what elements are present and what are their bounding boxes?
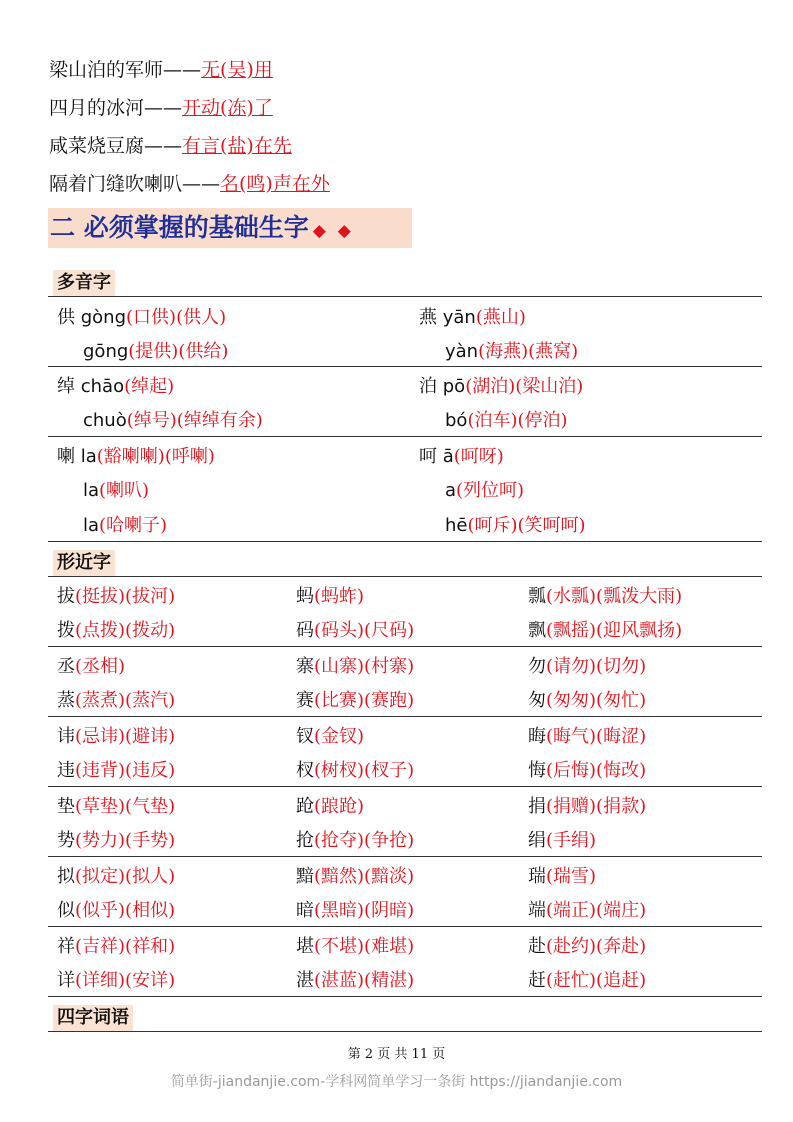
xingjin-entry	[296, 689, 414, 713]
divider	[48, 716, 762, 717]
xiehouyu-answer: 无(吴)用	[201, 59, 273, 81]
duoyin-word: (燕山)	[475, 307, 526, 328]
duoyin-pinyin: gōng	[83, 341, 129, 362]
xingjin-word: (丞相)	[75, 656, 126, 677]
xingjin-char: 绢	[528, 830, 546, 851]
xingjin-word: (飘摇)	[546, 620, 597, 641]
duoyin-word: (提供)	[128, 341, 179, 362]
xingjin-entry	[57, 655, 125, 679]
section-title	[48, 208, 412, 248]
duoyin-word: (梁山泊)	[515, 376, 584, 397]
xingjin-entry	[57, 865, 175, 889]
xingjin-char: 暗	[296, 900, 314, 921]
duoyin-pinyin: a	[445, 480, 457, 501]
duoyin-entry	[419, 375, 583, 399]
duoyin-word: (供给)	[178, 341, 229, 362]
xiehouyu-3	[49, 133, 292, 159]
duoyin-pinyin: chuò	[83, 410, 127, 431]
diamond-icon: ◆ ◆	[312, 221, 354, 241]
xingjin-word: (阴暗)	[364, 900, 415, 921]
xingjin-char: 势	[57, 830, 75, 851]
duoyin-entry	[57, 375, 174, 399]
xingjin-char: 飘	[528, 620, 546, 641]
duoyin-word: (豁喇喇)	[96, 446, 165, 467]
xiehouyu-1	[49, 57, 273, 83]
xingjin-char: 黯	[296, 866, 314, 887]
xingjin-entry	[57, 725, 175, 749]
xingjin-word: (金钗)	[314, 726, 365, 747]
section-title-text: 二 必须掌握的基础生字	[50, 213, 309, 242]
xingjin-entry	[528, 935, 646, 959]
duoyin-char: 绰	[57, 376, 75, 397]
xingjin-char: 讳	[57, 726, 75, 747]
xingjin-word: (手绢)	[546, 830, 597, 851]
duoyin-entry	[83, 409, 263, 433]
divider	[48, 296, 762, 297]
xingjin-entry	[296, 969, 414, 993]
xingjin-word: (吉祥)	[75, 936, 126, 957]
xingjin-word: (湛蓝)	[314, 970, 365, 991]
duoyin-char: 呵	[419, 446, 437, 467]
xingjin-char: 捐	[528, 796, 546, 817]
xingjin-char: 跄	[296, 796, 314, 817]
xingjin-word: (不堪)	[314, 936, 365, 957]
xingjin-word: (瑞雪)	[546, 866, 597, 887]
duoyin-pinyin: la	[83, 480, 100, 501]
xingjin-char: 晦	[528, 726, 546, 747]
xingjin-char: 详	[57, 970, 75, 991]
xingjin-char: 瓢	[528, 586, 546, 607]
xingjin-entry	[296, 865, 414, 889]
xingjin-word: (山寨)	[314, 656, 365, 677]
divider	[48, 646, 762, 647]
duoyin-word: (燕窝)	[528, 341, 579, 362]
xingjin-entry	[57, 935, 175, 959]
xingjin-char: 丞	[57, 656, 75, 677]
xingjin-char: 似	[57, 900, 75, 921]
xingjin-word: (水瓢)	[546, 586, 597, 607]
duoyin-char: 燕	[419, 307, 437, 328]
xingjin-entry	[57, 969, 175, 993]
duoyin-char: 泊	[419, 376, 437, 397]
duoyin-entry	[445, 340, 578, 364]
xingjin-word: (树杈)	[314, 760, 365, 781]
xingjin-char: 违	[57, 760, 75, 781]
duoyin-word: (呵斥)	[467, 515, 518, 536]
xingjin-char: 蒸	[57, 690, 75, 711]
xiehouyu-question: 四月的冰河——	[49, 97, 183, 119]
xingjin-word: (挺拔)	[75, 586, 126, 607]
divider	[48, 541, 762, 542]
duoyin-entry	[445, 409, 568, 433]
xingjin-char: 赴	[528, 936, 546, 957]
xingjin-char: 拟	[57, 866, 75, 887]
xingjin-entry	[296, 725, 364, 749]
xingjin-word: (晦气)	[546, 726, 597, 747]
xingjin-word: (拨动)	[125, 620, 176, 641]
xingjin-word: (忌讳)	[75, 726, 126, 747]
xingjin-char: 堪	[296, 936, 314, 957]
xingjin-entry	[296, 935, 414, 959]
duoyin-pinyin: la	[80, 446, 97, 467]
xingjin-word: (黯然)	[314, 866, 365, 887]
xiehouyu-question: 梁山泊的军师——	[49, 59, 202, 81]
divider	[48, 926, 762, 927]
xingjin-word: (捐赠)	[546, 796, 597, 817]
xingjin-entry	[57, 585, 175, 609]
divider	[48, 436, 762, 437]
xingjin-word: (势力)	[75, 830, 126, 851]
xingjin-word: (匆忙)	[596, 690, 647, 711]
xingjin-word: (后悔)	[546, 760, 597, 781]
divider	[48, 366, 762, 367]
duoyin-word: (湖泊)	[465, 376, 516, 397]
divider	[48, 786, 762, 787]
xingjin-word: (赴约)	[546, 936, 597, 957]
duoyin-heading: 多音字	[53, 270, 115, 296]
xingjin-word: (安详)	[125, 970, 176, 991]
xingjin-word: (点拨)	[75, 620, 126, 641]
xingjin-entry	[528, 585, 682, 609]
xingjin-entry	[57, 899, 175, 923]
duoyin-char: 供	[57, 307, 75, 328]
xingjin-word: (端庄)	[596, 900, 647, 921]
xingjin-entry	[528, 969, 646, 993]
xingjin-word: (蒸煮)	[75, 690, 126, 711]
xingjin-word: (赛跑)	[364, 690, 415, 711]
xingjin-word: (气垫)	[125, 796, 176, 817]
duoyin-pinyin: yān	[442, 307, 476, 328]
xingjin-char: 蚂	[296, 586, 314, 607]
duoyin-word: (绰起)	[124, 376, 175, 397]
xingjin-entry	[296, 585, 364, 609]
xingjin-word: (迎风飘扬)	[596, 620, 683, 641]
xiehouyu-4	[49, 171, 330, 197]
xingjin-word: (端正)	[546, 900, 597, 921]
duoyin-char: 喇	[57, 446, 75, 467]
duoyin-word: (口供)	[126, 307, 177, 328]
duoyin-entry	[445, 514, 586, 538]
xingjin-char: 拔	[57, 586, 75, 607]
xingjin-char: 拨	[57, 620, 75, 641]
xingjin-char: 瑞	[528, 866, 546, 887]
duoyin-pinyin: gòng	[80, 307, 127, 328]
xingjin-char: 垫	[57, 796, 75, 817]
xingjin-char: 赶	[528, 970, 546, 991]
xiehouyu-2	[49, 95, 273, 121]
xingjin-char: 勿	[528, 656, 546, 677]
xingjin-entry	[296, 619, 414, 643]
xingjin-word: (踉跄)	[314, 796, 365, 817]
xingjin-word: (黯淡)	[364, 866, 415, 887]
xingjin-word: (村寨)	[364, 656, 415, 677]
xiehouyu-answer: 名(鸣)声在外	[220, 173, 330, 195]
duoyin-entry	[83, 340, 228, 364]
xingjin-entry	[528, 759, 646, 783]
divider	[48, 996, 762, 997]
xingjin-word: (违反)	[125, 760, 176, 781]
duoyin-entry	[83, 514, 167, 538]
duoyin-pinyin: yàn	[445, 341, 479, 362]
xingjin-word: (杈子)	[364, 760, 415, 781]
duoyin-entry	[57, 306, 226, 330]
xingjin-char: 端	[528, 900, 546, 921]
xingjin-entry	[528, 725, 646, 749]
duoyin-word: (喇叭)	[99, 480, 150, 501]
xingjin-char: 码	[296, 620, 314, 641]
xingjin-word: (请勿)	[546, 656, 597, 677]
xingjin-entry	[528, 899, 646, 923]
xingjin-word: (悔改)	[596, 760, 647, 781]
xingjin-entry	[296, 829, 414, 853]
xingjin-word: (详细)	[75, 970, 126, 991]
xingjin-word: (黑暗)	[314, 900, 365, 921]
xingjin-char: 悔	[528, 760, 546, 781]
xingjin-word: (拔河)	[125, 586, 176, 607]
xingjin-word: (蚂蚱)	[314, 586, 365, 607]
xingjin-word: (避讳)	[125, 726, 176, 747]
duoyin-word: (哈喇子)	[99, 515, 168, 536]
xingjin-word: (比赛)	[314, 690, 365, 711]
xingjin-entry	[528, 865, 596, 889]
duoyin-entry	[445, 479, 524, 503]
xingjin-word: (捐款)	[596, 796, 647, 817]
xiehouyu-question: 咸菜烧豆腐——	[49, 135, 183, 157]
duoyin-entry	[83, 479, 149, 503]
xingjin-entry	[57, 795, 175, 819]
duoyin-word: (绰号)	[126, 410, 177, 431]
xingjin-word: (草垫)	[75, 796, 126, 817]
duoyin-word: (供人)	[176, 307, 227, 328]
xingjin-char: 湛	[296, 970, 314, 991]
duoyin-pinyin: chāo	[80, 376, 125, 397]
xingjin-word: (违背)	[75, 760, 126, 781]
xingjin-char: 赛	[296, 690, 314, 711]
xingjin-char: 抢	[296, 830, 314, 851]
duoyin-pinyin: pō	[442, 376, 466, 397]
duoyin-pinyin: bó	[445, 410, 468, 431]
xingjin-word: (切勿)	[596, 656, 647, 677]
duoyin-pinyin: hē	[445, 515, 468, 536]
xingjin-word: (争抢)	[364, 830, 415, 851]
xingjin-entry	[528, 689, 646, 713]
xingjin-word: (相似)	[125, 900, 176, 921]
xingjin-heading: 形近字	[53, 550, 115, 576]
xingjin-word: (蒸汽)	[125, 690, 176, 711]
xiehouyu-question: 隔着门缝吹喇叭——	[49, 173, 221, 195]
sizi-heading: 四字词语	[53, 1005, 133, 1031]
duoyin-pinyin: ā	[442, 446, 454, 467]
duoyin-word: (笑呵呵)	[517, 515, 586, 536]
duoyin-word: (呼喇)	[164, 446, 215, 467]
xingjin-entry	[528, 795, 646, 819]
xingjin-char: 匆	[528, 690, 546, 711]
xingjin-entry	[57, 689, 175, 713]
xingjin-char: 杈	[296, 760, 314, 781]
duoyin-entry	[419, 306, 526, 330]
divider	[48, 856, 762, 857]
xiehouyu-answer: 有言(盐)在先	[182, 135, 292, 157]
xingjin-word: (追赶)	[596, 970, 647, 991]
xingjin-entry	[296, 655, 414, 679]
divider	[48, 1031, 762, 1032]
xingjin-entry	[296, 899, 414, 923]
xingjin-entry	[528, 619, 682, 643]
page-number: 第 2 页 共 11 页	[347, 1047, 446, 1062]
xingjin-char: 祥	[57, 936, 75, 957]
xingjin-entry	[57, 759, 175, 783]
xingjin-word: (拟定)	[75, 866, 126, 887]
xingjin-word: (瓢泼大雨)	[596, 586, 683, 607]
xingjin-entry	[528, 829, 596, 853]
xingjin-entry	[57, 829, 175, 853]
xingjin-word: (抢夺)	[314, 830, 365, 851]
xingjin-word: (似乎)	[75, 900, 126, 921]
xingjin-word: (赶忙)	[546, 970, 597, 991]
xingjin-word: (奔赴)	[596, 936, 647, 957]
xingjin-entry	[528, 655, 646, 679]
xingjin-word: (匆匆)	[546, 690, 597, 711]
xingjin-word: (晦涩)	[596, 726, 647, 747]
xingjin-entry	[57, 619, 175, 643]
xingjin-word: (祥和)	[125, 936, 176, 957]
xingjin-word: (拟人)	[125, 866, 176, 887]
xiehouyu-answer: 开动(冻)了	[182, 97, 273, 119]
xingjin-word: (尺码)	[364, 620, 415, 641]
duoyin-word: (停泊)	[517, 410, 568, 431]
duoyin-pinyin: la	[83, 515, 100, 536]
xingjin-entry	[296, 795, 364, 819]
duoyin-word: (绰绰有余)	[176, 410, 263, 431]
duoyin-word: (列位呵)	[456, 480, 525, 501]
xingjin-word: (难堪)	[364, 936, 415, 957]
xingjin-char: 寨	[296, 656, 314, 677]
xingjin-word: (手势)	[125, 830, 176, 851]
xingjin-word: (精湛)	[364, 970, 415, 991]
xingjin-word: (码头)	[314, 620, 365, 641]
duoyin-entry	[57, 445, 215, 469]
duoyin-word: (呵呀)	[453, 446, 504, 467]
divider	[48, 576, 762, 577]
duoyin-entry	[419, 445, 504, 469]
duoyin-word: (海燕)	[478, 341, 529, 362]
xingjin-char: 钗	[296, 726, 314, 747]
xingjin-entry	[296, 759, 414, 783]
source-link[interactable]: 简单街-jiandanjie.com-学科网简单学习一条街 https://jiandanjie.com	[170, 1074, 623, 1090]
duoyin-word: (泊车)	[467, 410, 518, 431]
